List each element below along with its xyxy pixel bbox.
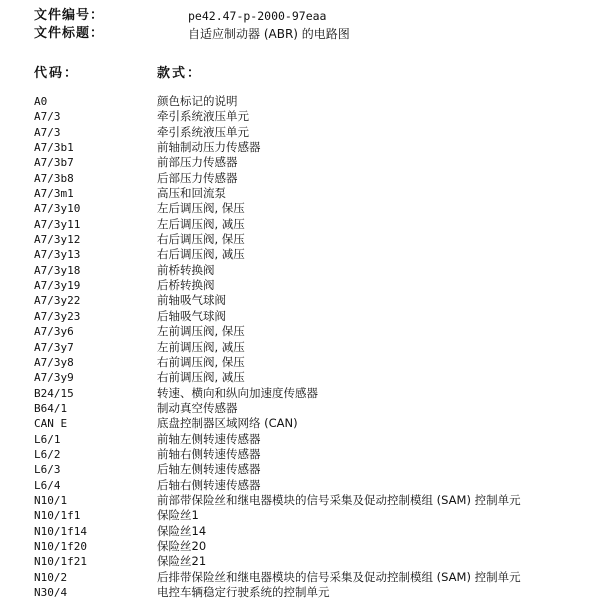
component-code: A7/3y8 (34, 355, 74, 369)
table-header (34, 66, 574, 82)
component-code: A7/3b1 (34, 141, 74, 155)
list-item (34, 171, 594, 186)
list-item (34, 401, 594, 416)
component-code: N10/1f20 (34, 539, 87, 553)
component-code: A7/3y13 (34, 248, 81, 262)
list-item (34, 309, 594, 324)
component-code: CAN E (34, 417, 68, 431)
file-title-value: 自适应制动器 (ABR) 的电路图 (188, 27, 350, 41)
list-item (34, 386, 594, 401)
file-number-label: 文件编号： (34, 8, 105, 23)
list-item (34, 524, 594, 539)
component-code: A0 (34, 95, 48, 108)
component-description: 制动真空传感器 (157, 400, 238, 415)
component-description: 左前调压阀, 保压 (157, 324, 245, 339)
list-item (34, 539, 594, 554)
component-description: 后部压力传感器 (157, 170, 238, 185)
component-description: 后轴吸气球阀 (157, 308, 226, 323)
component-list (34, 94, 594, 600)
component-code: A7/3y22 (34, 294, 81, 308)
list-item (34, 293, 594, 308)
component-code: A7/3y10 (34, 202, 81, 216)
list-item (34, 554, 594, 569)
component-description: 前轴吸气球阀 (157, 293, 226, 308)
list-item (34, 432, 594, 447)
component-code: A7/3y7 (34, 340, 74, 354)
component-code: A7/3y6 (34, 325, 74, 339)
component-description: 牵引系统液压单元 (157, 124, 249, 139)
component-code: B24/15 (34, 386, 74, 400)
list-item (34, 232, 594, 247)
list-item (34, 155, 594, 170)
list-item (34, 109, 594, 124)
list-item (34, 493, 594, 508)
component-description: 左前调压阀, 减压 (157, 339, 245, 354)
component-description: 左后调压阀, 减压 (157, 216, 245, 231)
list-item (34, 140, 594, 155)
component-description: 转速、横向和纵向加速度传感器 (157, 385, 318, 400)
component-code: A7/3b7 (34, 156, 74, 170)
component-description: 保险丝21 (157, 554, 207, 569)
list-item (34, 324, 594, 339)
list-item (34, 447, 594, 462)
component-description: 右前调压阀, 减压 (157, 370, 245, 385)
component-code: L6/3 (34, 463, 61, 477)
list-item (34, 186, 594, 201)
list-item (34, 278, 594, 293)
component-code: A7/3b8 (34, 171, 74, 185)
list-item (34, 94, 594, 109)
component-description: 高压和回流泵 (157, 186, 226, 201)
list-item (34, 570, 594, 585)
component-description: 右后调压阀, 减压 (157, 247, 245, 262)
component-code: N10/1f21 (34, 555, 87, 569)
component-code: N10/1f1 (34, 509, 81, 523)
component-description: 后轴左侧转速传感器 (157, 462, 261, 477)
list-item (34, 247, 594, 262)
component-code: A7/3 (34, 125, 61, 139)
component-code: A7/3y23 (34, 309, 81, 323)
list-item (34, 370, 594, 385)
component-description: 左后调压阀, 保压 (157, 201, 245, 216)
list-item (34, 125, 594, 140)
list-item (34, 508, 594, 523)
component-code: A7/3y19 (34, 279, 81, 293)
component-code: N10/2 (34, 570, 68, 584)
component-code: A7/3y11 (34, 217, 81, 231)
component-code: N30/4 (34, 586, 68, 599)
component-description: 右前调压阀, 保压 (157, 354, 245, 369)
list-item (34, 263, 594, 278)
component-code: N10/1 (34, 493, 68, 507)
list-item (34, 585, 594, 600)
component-description: 保险丝14 (157, 523, 207, 538)
component-code: A7/3m1 (34, 187, 74, 201)
list-item (34, 462, 594, 477)
file-title-label: 文件标题： (34, 26, 105, 41)
component-description: 底盘控制器区域网络 (CAN) (157, 416, 298, 431)
component-code: B64/1 (34, 401, 68, 415)
component-description: 电控车辆稳定行驶系统的控制单元 (157, 585, 330, 599)
list-item (34, 217, 594, 232)
component-description: 前轴左侧转速传感器 (157, 431, 261, 446)
component-code: A7/3y12 (34, 233, 81, 247)
list-item (34, 201, 594, 216)
component-code: N10/1f14 (34, 524, 87, 538)
component-description: 后桥转换阀 (157, 278, 215, 293)
code-column-header: 代码： (34, 66, 80, 81)
component-code: A7/3y9 (34, 371, 74, 385)
component-description: 保险丝20 (157, 538, 207, 553)
component-code: L6/2 (34, 447, 61, 461)
list-item (34, 478, 594, 493)
component-description: 前部压力传感器 (157, 155, 238, 170)
component-description: 后排带保险丝和继电器模块的信号采集及促动控制模组 (SAM) 控制单元 (157, 569, 521, 584)
component-description: 前部带保险丝和继电器模块的信号采集及促动控制模组 (SAM) 控制单元 (157, 492, 521, 507)
list-item (34, 355, 594, 370)
component-code: A7/3y18 (34, 263, 81, 277)
component-description: 颜色标记的说明 (157, 94, 238, 108)
component-description: 后轴右侧转速传感器 (157, 477, 261, 492)
component-code: L6/1 (34, 432, 61, 446)
component-code: A7/3 (34, 110, 61, 124)
component-description: 牵引系统液压单元 (157, 109, 249, 124)
component-description: 前桥转换阀 (157, 262, 215, 277)
component-description: 前轴右侧转速传感器 (157, 446, 261, 461)
list-item (34, 340, 594, 355)
list-item (34, 416, 594, 431)
style-column-header: 款式： (157, 66, 203, 81)
file-number-value: pe42.47-p-2000-97eaa (188, 9, 327, 23)
component-code: L6/4 (34, 478, 61, 492)
component-description: 保险丝1 (157, 508, 199, 523)
component-description: 右后调压阀, 保压 (157, 232, 245, 247)
component-description: 前轴制动压力传感器 (157, 140, 261, 155)
